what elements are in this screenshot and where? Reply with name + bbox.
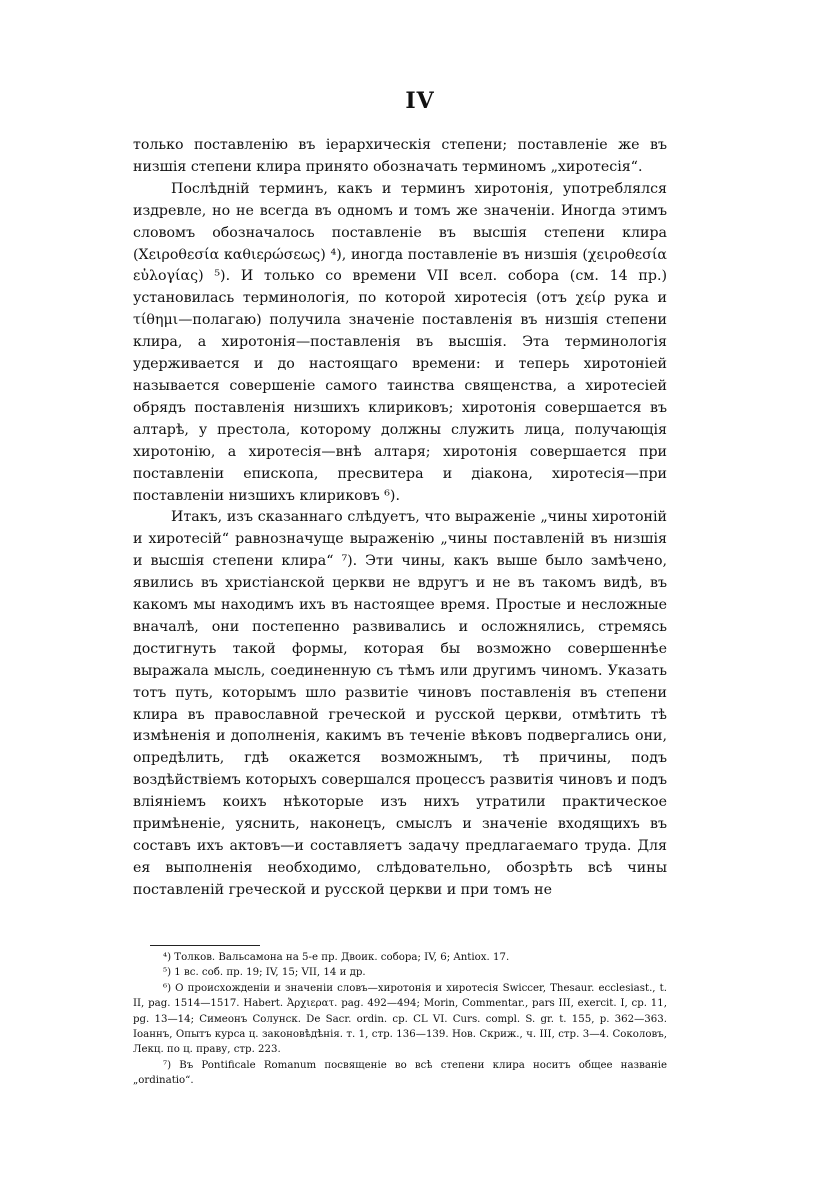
footnotes — [133, 950, 667, 1089]
footnote-7: ⁷) Въ Pontificale Romanum посвященіе во всѣ степени клира носитъ общее названіе „ordinatio“. — [133, 1059, 667, 1087]
footnote-divider — [150, 945, 260, 946]
footnote-4: ⁴) Толков. Вальсамона на 5-е пр. Двоик. собора; IV, 6; Antiox. 17. — [163, 952, 510, 963]
footnote-5: ⁵) 1 вс. соб. пр. 19; IV, 15; VII, 14 и др. — [163, 967, 366, 979]
page-number: IV — [405, 88, 435, 114]
paragraph-task: Итакъ, изъ сказаннаго слѣдуетъ, что выраженіе „чины хиротоній и хиротесій“ равнозначуще выраженію „чины поставленій въ низшія и высшія степени клира“ ⁷). Эти чины, какъ выше было замѣчено, явились въ христіанской церкви не вдругъ и не въ такомъ видѣ, въ какомъ мы находимъ ихъ въ настоящее время. Простые и несложные вначалѣ, они постепенно развивались и осложнялись, стремясь достигнуть такой формы, которая бы возможно совершеннѣе выражала мысль, соединенную съ тѣмъ или другимъ чиномъ. Указать тотъ путь, которымъ шло развитіе чиновъ поставленія въ степени клира въ православной греческой и русской церкви, отмѣтить тѣ измѣненія и дополненія, какимъ въ теченіе вѣковъ подвергались они, опредѣлить, гдѣ окажется возможнымъ, тѣ причины, подъ воздѣйствіемъ которыхъ совершался процессъ развитія чиновъ и подъ вліяніемъ коихъ нѣкоторые изъ нихъ утратили практическое примѣненіе, уяснить, наконецъ, смыслъ и значеніе входящихъ въ составъ ихъ актовъ—и составляетъ задачу предлагаемаго труда. Для ея выполненія необходимо, слѣдовательно, обозрѣть всѣ чины поставленій греческой и русской церкви и при томъ не — [133, 509, 667, 898]
footnote-6: ⁶) О происхожденіи и значеніи словъ—хиротонія и хиротесія Swiccer, Thesaur. ecclesiast., t. II, pag. 1514—1517. Habert. Ἀρχιερατ. pag. 492—494; Morin, Commentar., pars III, exercit. I, cp. 11, pg. 13—14; Симеонъ Солунск. De Sacr. ordin. ср. CL VI. Curs. compl. S. gr. t. 155, p. 362—363. Іоаннъ, Опытъ курса ц. законовѣдѣнія. т. 1, стр. 136—139. Нов. Скриж., ч. III, стр. 3—4. Соколовъ, Лекц. по ц. праву, стр. 223. — [133, 982, 667, 1056]
paragraph-terminology: Послѣдній терминъ, какъ и терминъ хиротонія, употреблялся издревле, но не всегда въ одномъ и томъ же значеніи. Иногда этимъ словомъ обозначалось поставленіе въ высшія степени клира (Χειροθεσία καθιερώσεως) ⁴), иногда поставленіе въ низшія (χειροθεσία εὐλογίας) ⁵). И только со времени VII всел. собора (см. 14 пр.) установилась терминологія, по которой хиротесія (отъ χείρ рука и τίθημι—полагаю) получила значеніе поставленія въ низшія степени клира, а хиротонія—поставленія въ высшія. Эта терминологія удерживается и до настоящаго времени: и теперь хиротоніей называется совершеніе самого таинства священства, а хиротесіей обрядъ поставленія низшихъ клириковъ; хиротонія совершается въ алтарѣ, у престола, которому должны служить лица, получающія хиротонію, а хиротесія—внѣ алтаря; хиротонія совершается при поставленіи епископа, пресвитера и діакона, хиротесія—при поставленіи низшихъ клириковъ ⁶). — [133, 180, 667, 504]
main-text — [133, 135, 667, 902]
paragraph-continued: только поставленію въ іерархическія степени; поставленіе же въ низшія степени клира принято обозначать терминомъ „хиротесія“. — [133, 137, 667, 175]
